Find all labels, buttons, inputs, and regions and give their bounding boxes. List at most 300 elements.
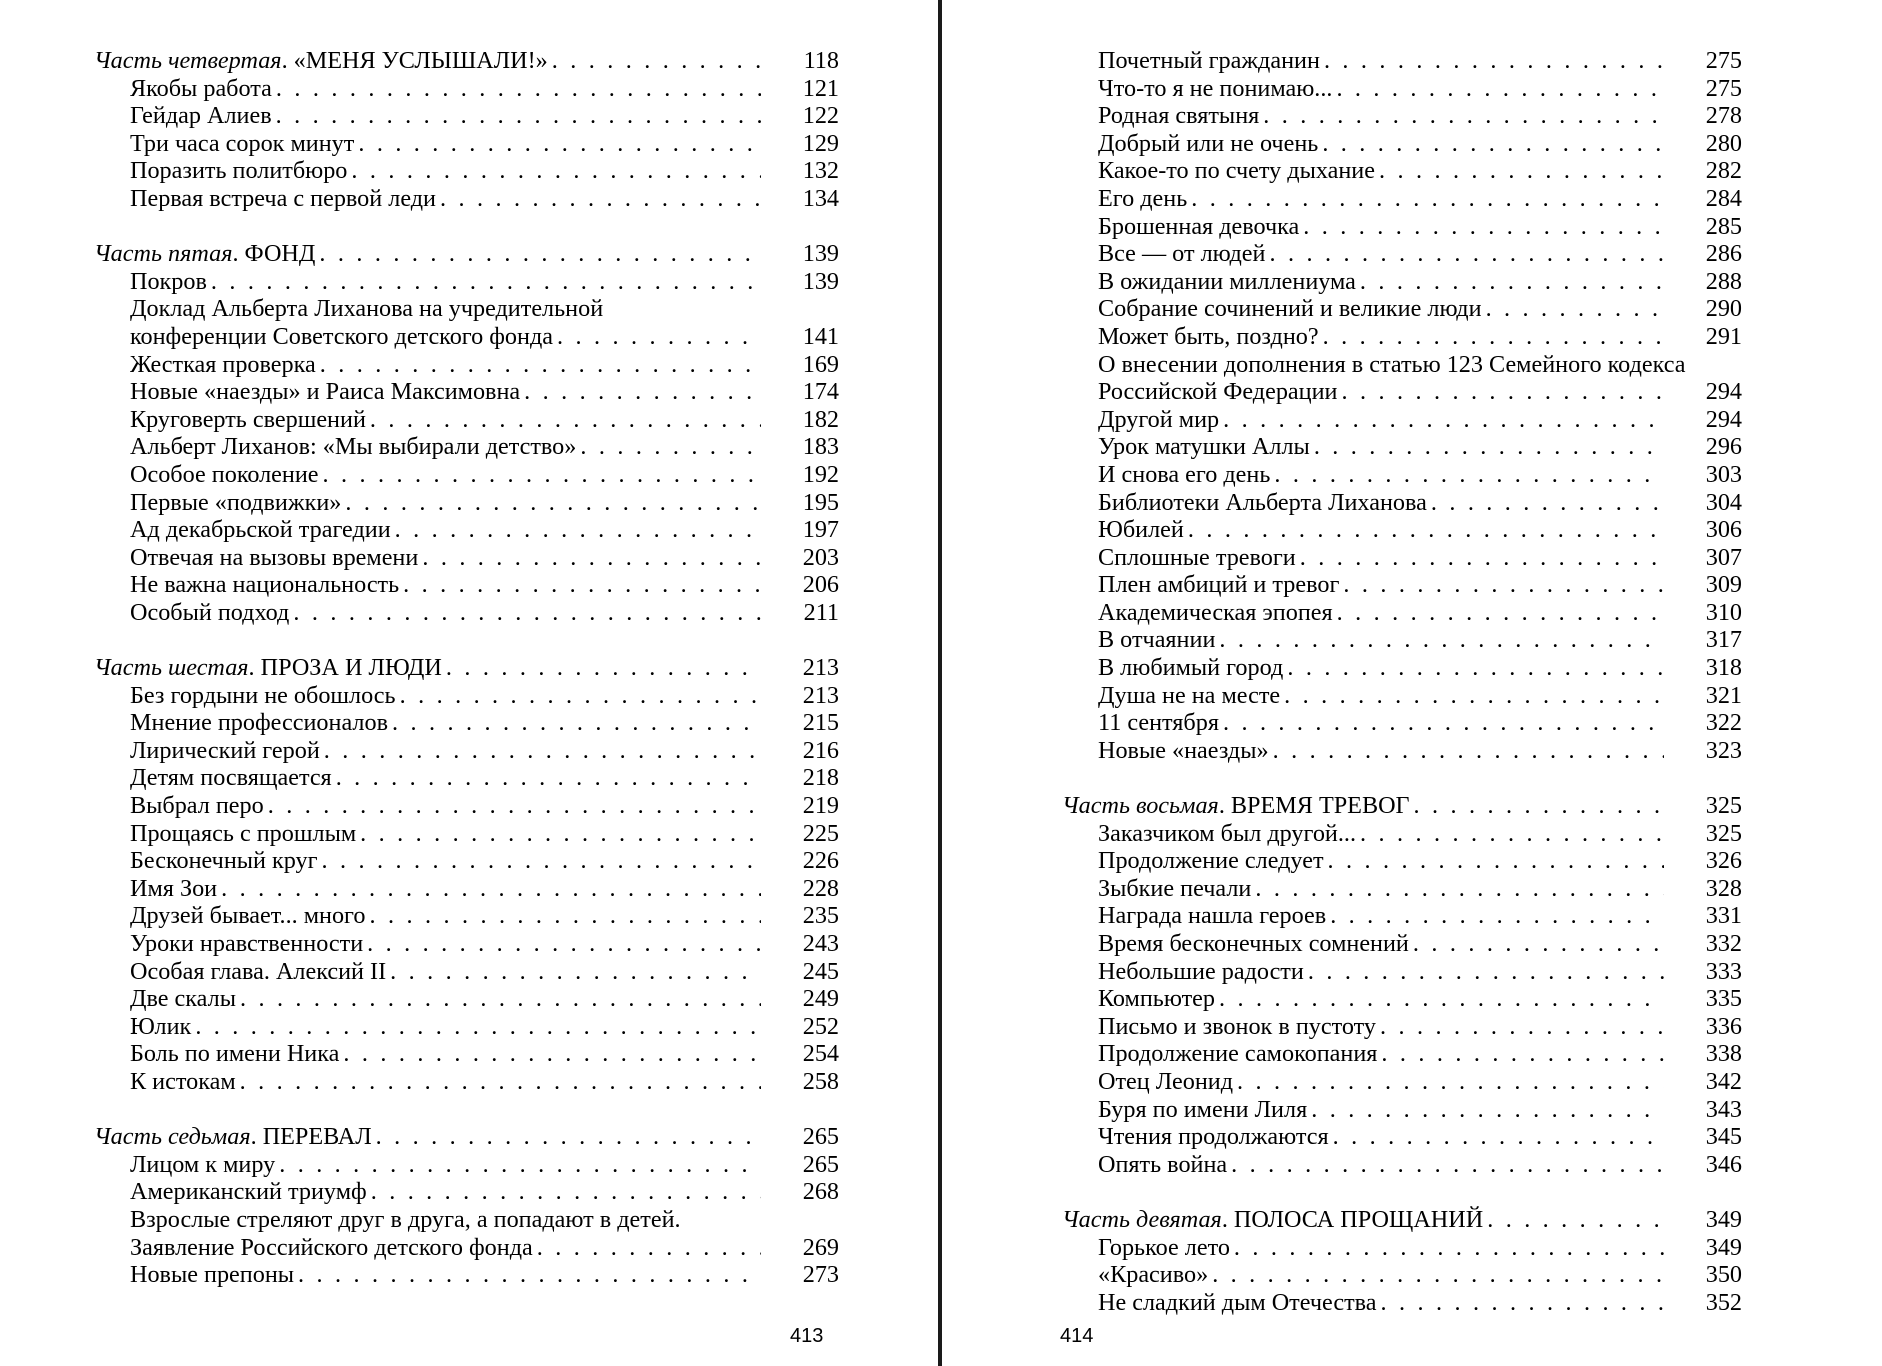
toc-page-number: 141 [802, 322, 839, 350]
toc-entry-title: Отвечая на вызовы времени [130, 543, 419, 571]
part-label: Часть четвертая [94, 47, 282, 74]
toc-page-number: 269 [802, 1233, 839, 1261]
toc-entry [94, 130, 839, 158]
toc-entry [1062, 930, 1742, 958]
toc-entry-title: Горькое лето [1098, 1233, 1230, 1261]
toc-entry [94, 930, 839, 958]
dot-leader [1300, 544, 1664, 572]
toc-entry [1062, 682, 1742, 710]
toc-entry-title: И снова его день [1098, 460, 1271, 488]
toc-entry [94, 1178, 839, 1206]
toc-entry [94, 102, 839, 130]
toc-entry-title-line: О внесении дополнения в статью 123 Семейного кодекса [1098, 350, 1686, 378]
toc-entry [1062, 820, 1742, 848]
toc-page-number: 280 [1705, 129, 1742, 157]
toc-entry [94, 516, 839, 544]
toc-entry [94, 1234, 839, 1262]
dot-leader [221, 875, 761, 903]
toc-page-number: 331 [1705, 902, 1742, 930]
toc-page-number: 345 [1705, 1123, 1742, 1151]
toc-entry [94, 323, 839, 351]
toc-entry-title: Плен амбиций и тревог [1098, 571, 1340, 599]
toc-part-heading [1062, 792, 1742, 820]
toc-entry [1062, 1151, 1742, 1179]
toc-page-number: 338 [1705, 1040, 1742, 1068]
toc-page-number: 213 [802, 681, 839, 709]
toc-entry [94, 351, 839, 379]
toc-page-number: 290 [1705, 295, 1742, 323]
toc-page-number: 226 [802, 847, 839, 875]
toc-entry-title: Без гордыни не обошлось [130, 681, 396, 709]
dot-leader [1343, 571, 1664, 599]
toc-entry-title: Что-то я не понимаю... [1098, 74, 1333, 102]
toc-entry-title: Почетный гражданин [1098, 47, 1320, 74]
toc-entry [1062, 599, 1742, 627]
toc-page-number: 328 [1705, 874, 1742, 902]
part-separator: . [250, 1123, 263, 1151]
toc-page-number: 195 [802, 488, 839, 516]
toc-entry-title-line: Доклад Альберта Лиханова на учредительной [130, 295, 604, 323]
toc-page-number: 216 [802, 736, 839, 764]
dot-leader [276, 75, 761, 103]
toc-entry-title: Добрый или не очень [1098, 129, 1319, 157]
dot-leader [1322, 130, 1664, 158]
toc-entry-title: Покров [130, 267, 207, 295]
toc-page-number: 134 [802, 184, 839, 212]
dot-leader [1219, 985, 1664, 1013]
toc-page-number: 139 [802, 267, 839, 295]
dot-leader [1274, 461, 1664, 489]
dot-leader [1337, 599, 1664, 627]
toc-page-number: 249 [802, 985, 839, 1013]
toc-entry-title: Академическая эпопея [1098, 598, 1333, 626]
dot-leader [1284, 682, 1664, 710]
toc-page-number: 273 [802, 1261, 839, 1289]
dot-leader [240, 1068, 761, 1096]
toc-page-number: 325 [1705, 819, 1742, 847]
toc-page-number: 326 [1705, 847, 1742, 875]
toc-page-number: 182 [802, 405, 839, 433]
toc-entry-title: Друзей бывает... много [130, 902, 366, 930]
spacer [94, 626, 839, 654]
toc-entry-title: В отчаянии [1098, 626, 1216, 654]
toc-page-number: 317 [1705, 626, 1742, 654]
dot-leader [403, 571, 761, 599]
toc-entry [1062, 75, 1742, 103]
toc-page-number: 258 [802, 1067, 839, 1095]
toc-page-number: 285 [1705, 212, 1742, 240]
toc-entry [94, 1068, 839, 1096]
toc-page-number: 291 [1705, 322, 1742, 350]
dot-leader [268, 792, 761, 820]
dot-leader [345, 489, 761, 517]
toc-entry-title-line: Взрослые стреляют друг в друга, а попадают в детей. [130, 1205, 681, 1233]
spacer [94, 213, 839, 241]
part-label: Часть восьмая [1062, 792, 1219, 820]
toc-entry-title: Библиотеки Альберта Лиханова [1098, 488, 1427, 516]
toc-page-number: 286 [1705, 240, 1742, 268]
toc-entry-title: Первые «подвижки» [130, 488, 342, 516]
page-number-left: 413 [790, 1325, 824, 1347]
dot-leader [298, 1261, 761, 1289]
toc-entry-title: Не важна национальность [130, 571, 400, 599]
spacer [94, 1096, 839, 1124]
toc-page-number: 350 [1705, 1261, 1742, 1289]
part-title [94, 654, 442, 682]
toc-entry [1062, 1261, 1742, 1289]
toc-entry-title: Жесткая проверка [130, 350, 316, 378]
toc-entry [1062, 433, 1742, 461]
toc-page-number: 294 [1705, 405, 1742, 433]
toc-entry-title: Альберт Лиханов: «Мы выбирали детство» [130, 433, 577, 461]
toc-page-number: 278 [1705, 102, 1742, 130]
toc-entry-title: Заказчиком был другой... [1098, 819, 1357, 847]
part-label: Часть девятая [1062, 1205, 1222, 1233]
toc-entry [1062, 958, 1742, 986]
toc-entry-title: Ад декабрьской трагедии [130, 516, 391, 544]
dot-leader [1336, 75, 1664, 103]
dot-leader [1219, 626, 1664, 654]
dot-leader [276, 102, 761, 130]
toc-entry [94, 792, 839, 820]
dot-leader [1328, 847, 1664, 875]
toc-entry-title: Российской Федерации [1098, 378, 1338, 406]
toc-page-number: 213 [802, 654, 839, 682]
dot-leader [1379, 157, 1664, 185]
toc-page-number: 254 [802, 1040, 839, 1068]
toc-entry-title: Уроки нравственности [130, 930, 364, 957]
toc-page-number: 139 [802, 240, 839, 268]
toc-entry-title: Все — от людей [1098, 240, 1266, 268]
toc-entry-title: Лицом к миру [130, 1150, 276, 1178]
toc-entry-title: Опять война [1098, 1150, 1228, 1178]
toc-entry-title: В любимый город [1098, 654, 1284, 682]
toc-entry [1062, 847, 1742, 875]
toc-entry-title: Его день [1098, 184, 1188, 212]
toc-entry-title: Другой мир [1098, 405, 1220, 433]
dot-leader [1486, 295, 1664, 323]
dot-leader [1314, 433, 1664, 461]
toc-page-number: 284 [1705, 184, 1742, 212]
toc-entry [1062, 378, 1742, 406]
toc-part-heading [94, 47, 839, 75]
toc-page-number: 225 [802, 819, 839, 847]
toc-page-number: 342 [1705, 1067, 1742, 1095]
dot-leader [1341, 378, 1664, 406]
toc-entry [94, 599, 839, 627]
toc-page-number: 346 [1705, 1150, 1742, 1178]
part-separator: . [232, 240, 245, 268]
toc-entry-title: 11 сентября [1098, 709, 1219, 737]
part-name: ВРЕМЯ ТРЕВОГ [1230, 792, 1410, 820]
toc-page-number: 192 [802, 460, 839, 488]
toc-page-number: 349 [1705, 1205, 1742, 1233]
toc-entry-title: Собрание сочинений и великие люди [1098, 295, 1482, 323]
part-separator: . [1221, 1205, 1234, 1233]
toc-entry-title: Американский триумф [130, 1178, 367, 1206]
dot-leader [1263, 102, 1664, 130]
toc-entry [1062, 654, 1742, 682]
part-title [94, 47, 548, 75]
toc-entry-title: Письмо и звонок в пустоту [1098, 1012, 1376, 1040]
dot-leader [1212, 1261, 1664, 1289]
toc-part-heading [1062, 1206, 1742, 1234]
toc-entry [1062, 1123, 1742, 1151]
toc-page-number: 282 [1705, 157, 1742, 185]
dot-leader [324, 737, 761, 765]
dot-leader [1414, 792, 1664, 820]
toc-page-number: 352 [1705, 1288, 1742, 1316]
toc-entry-title: Сплошные тревоги [1098, 543, 1296, 571]
toc-entry [94, 185, 839, 213]
toc-page-number: 303 [1705, 460, 1742, 488]
toc-page-number: 306 [1705, 516, 1742, 544]
toc-page-number: 310 [1705, 598, 1742, 626]
toc-page-number: 333 [1705, 957, 1742, 985]
toc-entry-title: В ожидании миллениума [1098, 267, 1356, 295]
page-number-right: 414 [1060, 1325, 1094, 1347]
toc-entry [94, 75, 839, 103]
toc-page-number: 343 [1705, 1095, 1742, 1123]
toc-entry-title: К истокам [130, 1067, 236, 1095]
right-page [946, 0, 1882, 1366]
toc-entry [94, 902, 839, 930]
toc-page-number: 245 [802, 957, 839, 985]
toc-page-number: 309 [1705, 571, 1742, 599]
toc-part-heading [94, 1123, 839, 1151]
toc-page-number: 252 [802, 1012, 839, 1040]
toc-entry [1062, 709, 1742, 737]
dot-leader [557, 323, 761, 351]
toc-page-number: 228 [802, 874, 839, 902]
dot-leader [1381, 1040, 1664, 1068]
toc-entry [94, 433, 839, 461]
toc-page-number: 169 [802, 350, 839, 378]
toc-page-number: 322 [1705, 709, 1742, 737]
part-separator: . [248, 654, 261, 682]
dot-leader [1303, 213, 1664, 241]
part-name: ПОЛОСА ПРОЩАНИЙ [1233, 1205, 1484, 1233]
toc-entry [1062, 737, 1742, 765]
toc-page-number: 211 [803, 598, 839, 626]
dot-leader [322, 847, 761, 875]
toc-entry-title: Две скалы [130, 985, 236, 1013]
toc-entry-title: Прощаясь с прошлым [130, 819, 357, 847]
toc-entry [1062, 102, 1742, 130]
dot-leader [319, 240, 761, 268]
toc-entry [1062, 544, 1742, 572]
toc-entry-title: Время бесконечных сомнений [1098, 930, 1409, 957]
dot-leader [376, 1123, 761, 1151]
toc-entry [94, 571, 839, 599]
part-label: Часть седьмая [94, 1123, 251, 1151]
toc-entry [1062, 213, 1742, 241]
toc-entry [94, 709, 839, 737]
toc-entry [1062, 1234, 1742, 1262]
dot-leader [1413, 930, 1664, 958]
dot-leader [1323, 323, 1664, 351]
spacer [1062, 1178, 1742, 1206]
toc-entry-title: Детям посвящается [130, 764, 332, 792]
toc-page-number: 235 [802, 902, 839, 930]
toc-entry [1062, 1013, 1742, 1041]
dot-leader [392, 709, 761, 737]
toc-page-number: 318 [1705, 654, 1742, 682]
toc-entry [94, 1261, 839, 1289]
toc-entry-title: Зыбкие печали [1098, 874, 1252, 902]
dot-leader [524, 378, 761, 406]
toc-page-number: 265 [802, 1150, 839, 1178]
toc-page-number: 275 [1705, 74, 1742, 102]
toc-entry-title: Новые «наезды» [1098, 736, 1269, 764]
toc-entry [94, 378, 839, 406]
part-title [1062, 792, 1410, 820]
dot-leader [1360, 268, 1664, 296]
toc-entry [1062, 1289, 1742, 1317]
toc-entry [1062, 875, 1742, 903]
toc-entry [1062, 985, 1742, 1013]
toc-entry [94, 847, 839, 875]
toc-entry [94, 1040, 839, 1068]
dot-leader [1380, 1013, 1664, 1041]
part-separator: . [281, 47, 294, 74]
toc-page-number: 335 [1705, 985, 1742, 1013]
toc-page-number: 296 [1705, 433, 1742, 461]
dot-leader [1333, 1123, 1664, 1151]
dot-leader [367, 930, 761, 958]
toc-entry-title: Может быть, поздно? [1098, 322, 1319, 350]
toc-page-number: 275 [1705, 47, 1742, 74]
dot-leader [1223, 406, 1664, 434]
spacer [1062, 764, 1742, 792]
toc-entry [1062, 461, 1742, 489]
toc-entry-title: Компьютер [1098, 985, 1215, 1013]
toc-entry-title: Продолжение самокопания [1098, 1040, 1378, 1068]
left-page [0, 0, 938, 1366]
toc-entry-title: Бесконечный круг [130, 847, 318, 875]
toc-entry-title: Гейдар Алиев [130, 102, 272, 130]
toc-entry-title: Юбилей [1098, 516, 1184, 544]
dot-leader [370, 406, 761, 434]
toc-page-number: 132 [802, 157, 839, 185]
dot-leader [195, 1013, 761, 1041]
dot-leader [400, 682, 761, 710]
toc-entry [94, 958, 839, 986]
toc-entry [94, 737, 839, 765]
toc-entry-title: конференции Советского детского фонда [130, 322, 554, 350]
toc-entry-title: Отец Леонид [1098, 1067, 1234, 1095]
toc-page-number: 288 [1705, 267, 1742, 295]
part-separator: . [1218, 792, 1231, 820]
toc-page-number: 121 [802, 74, 839, 102]
toc-entry [1062, 1068, 1742, 1096]
toc-entry-title: «Красиво» [1098, 1261, 1209, 1289]
dot-leader [358, 130, 761, 158]
toc-entry [1062, 1096, 1742, 1124]
part-name: МЕНЯ УСЛЫШАЛИ!» [305, 47, 548, 74]
toc-entry [1062, 323, 1742, 351]
dot-leader [1231, 1151, 1664, 1179]
toc-page-number: 325 [1705, 792, 1742, 820]
toc-entry-title: Какое-то по счету дыхание [1098, 157, 1375, 185]
dot-leader [1324, 47, 1664, 75]
dot-leader [1311, 1096, 1664, 1124]
toc-page-number: 219 [802, 792, 839, 820]
toc-entry [94, 461, 839, 489]
toc-entry-title: Брошенная девочка [1098, 212, 1300, 240]
dot-leader [552, 47, 761, 75]
toc-entry [94, 157, 839, 185]
toc-entry-title: Лирический герой [130, 736, 320, 764]
toc-entry-title: Заявление Российского детского фонда [130, 1233, 533, 1261]
toc-entry-title: Чтения продолжаются [1098, 1123, 1329, 1151]
toc-page-number: 321 [1705, 681, 1742, 709]
toc-entry [1062, 185, 1742, 213]
toc-entry [94, 268, 839, 296]
part-title [94, 240, 315, 268]
dot-leader [240, 985, 761, 1013]
dot-leader [1191, 185, 1664, 213]
toc-entry-title: Новые препоны [130, 1261, 295, 1289]
toc-entry [1062, 157, 1742, 185]
toc-entry-title: Награда нашла героев [1098, 902, 1327, 930]
toc-entry [94, 406, 839, 434]
dot-leader [1255, 875, 1664, 903]
dot-leader [1273, 737, 1664, 765]
dot-leader [351, 157, 761, 185]
dot-leader [446, 654, 761, 682]
toc-entry-title: Юлик [130, 1012, 192, 1040]
toc-entry-title: Новые «наезды» и Раиса Максимовна [130, 378, 521, 406]
toc-entry-title: Первая встреча с первой леди [130, 184, 436, 212]
toc-page-number: 206 [802, 571, 839, 599]
toc-entry [1062, 571, 1742, 599]
toc-page-number: 122 [802, 102, 839, 130]
toc-entry-title: Особая глава. Алексий II [130, 957, 387, 985]
toc-entry-title: Продолжение следует [1098, 847, 1324, 875]
toc-page-number: 174 [802, 378, 839, 406]
part-title-prefix: « [293, 47, 306, 74]
toc-page-number: 304 [1705, 488, 1742, 516]
toc-part-heading [94, 240, 839, 268]
part-label: Часть шестая [94, 654, 249, 682]
dot-leader [360, 820, 761, 848]
toc-entry-title: Особый подход [130, 598, 290, 626]
toc-page-number: 197 [802, 516, 839, 544]
dot-leader [1234, 1234, 1664, 1262]
toc-entry [1062, 489, 1742, 517]
book-gutter [938, 0, 942, 1366]
toc-entry [94, 820, 839, 848]
dot-leader [1308, 958, 1664, 986]
dot-leader [1330, 902, 1664, 930]
dot-leader [343, 1040, 761, 1068]
dot-leader [440, 185, 761, 213]
toc-page-number: 336 [1705, 1012, 1742, 1040]
part-name: ФОНД [244, 240, 316, 268]
dot-leader [537, 1234, 761, 1262]
dot-leader [390, 958, 761, 986]
toc-entry-title: Круговерть свершений [130, 405, 366, 433]
toc-page-number: 118 [803, 47, 839, 74]
toc-entry-title: Боль по имени Ника [130, 1040, 340, 1068]
toc-page-number: 332 [1705, 930, 1742, 957]
dot-leader [1223, 709, 1664, 737]
dot-leader [422, 544, 761, 572]
dot-leader [320, 351, 761, 379]
dot-leader [1360, 820, 1664, 848]
toc-right [1062, 47, 1742, 1316]
